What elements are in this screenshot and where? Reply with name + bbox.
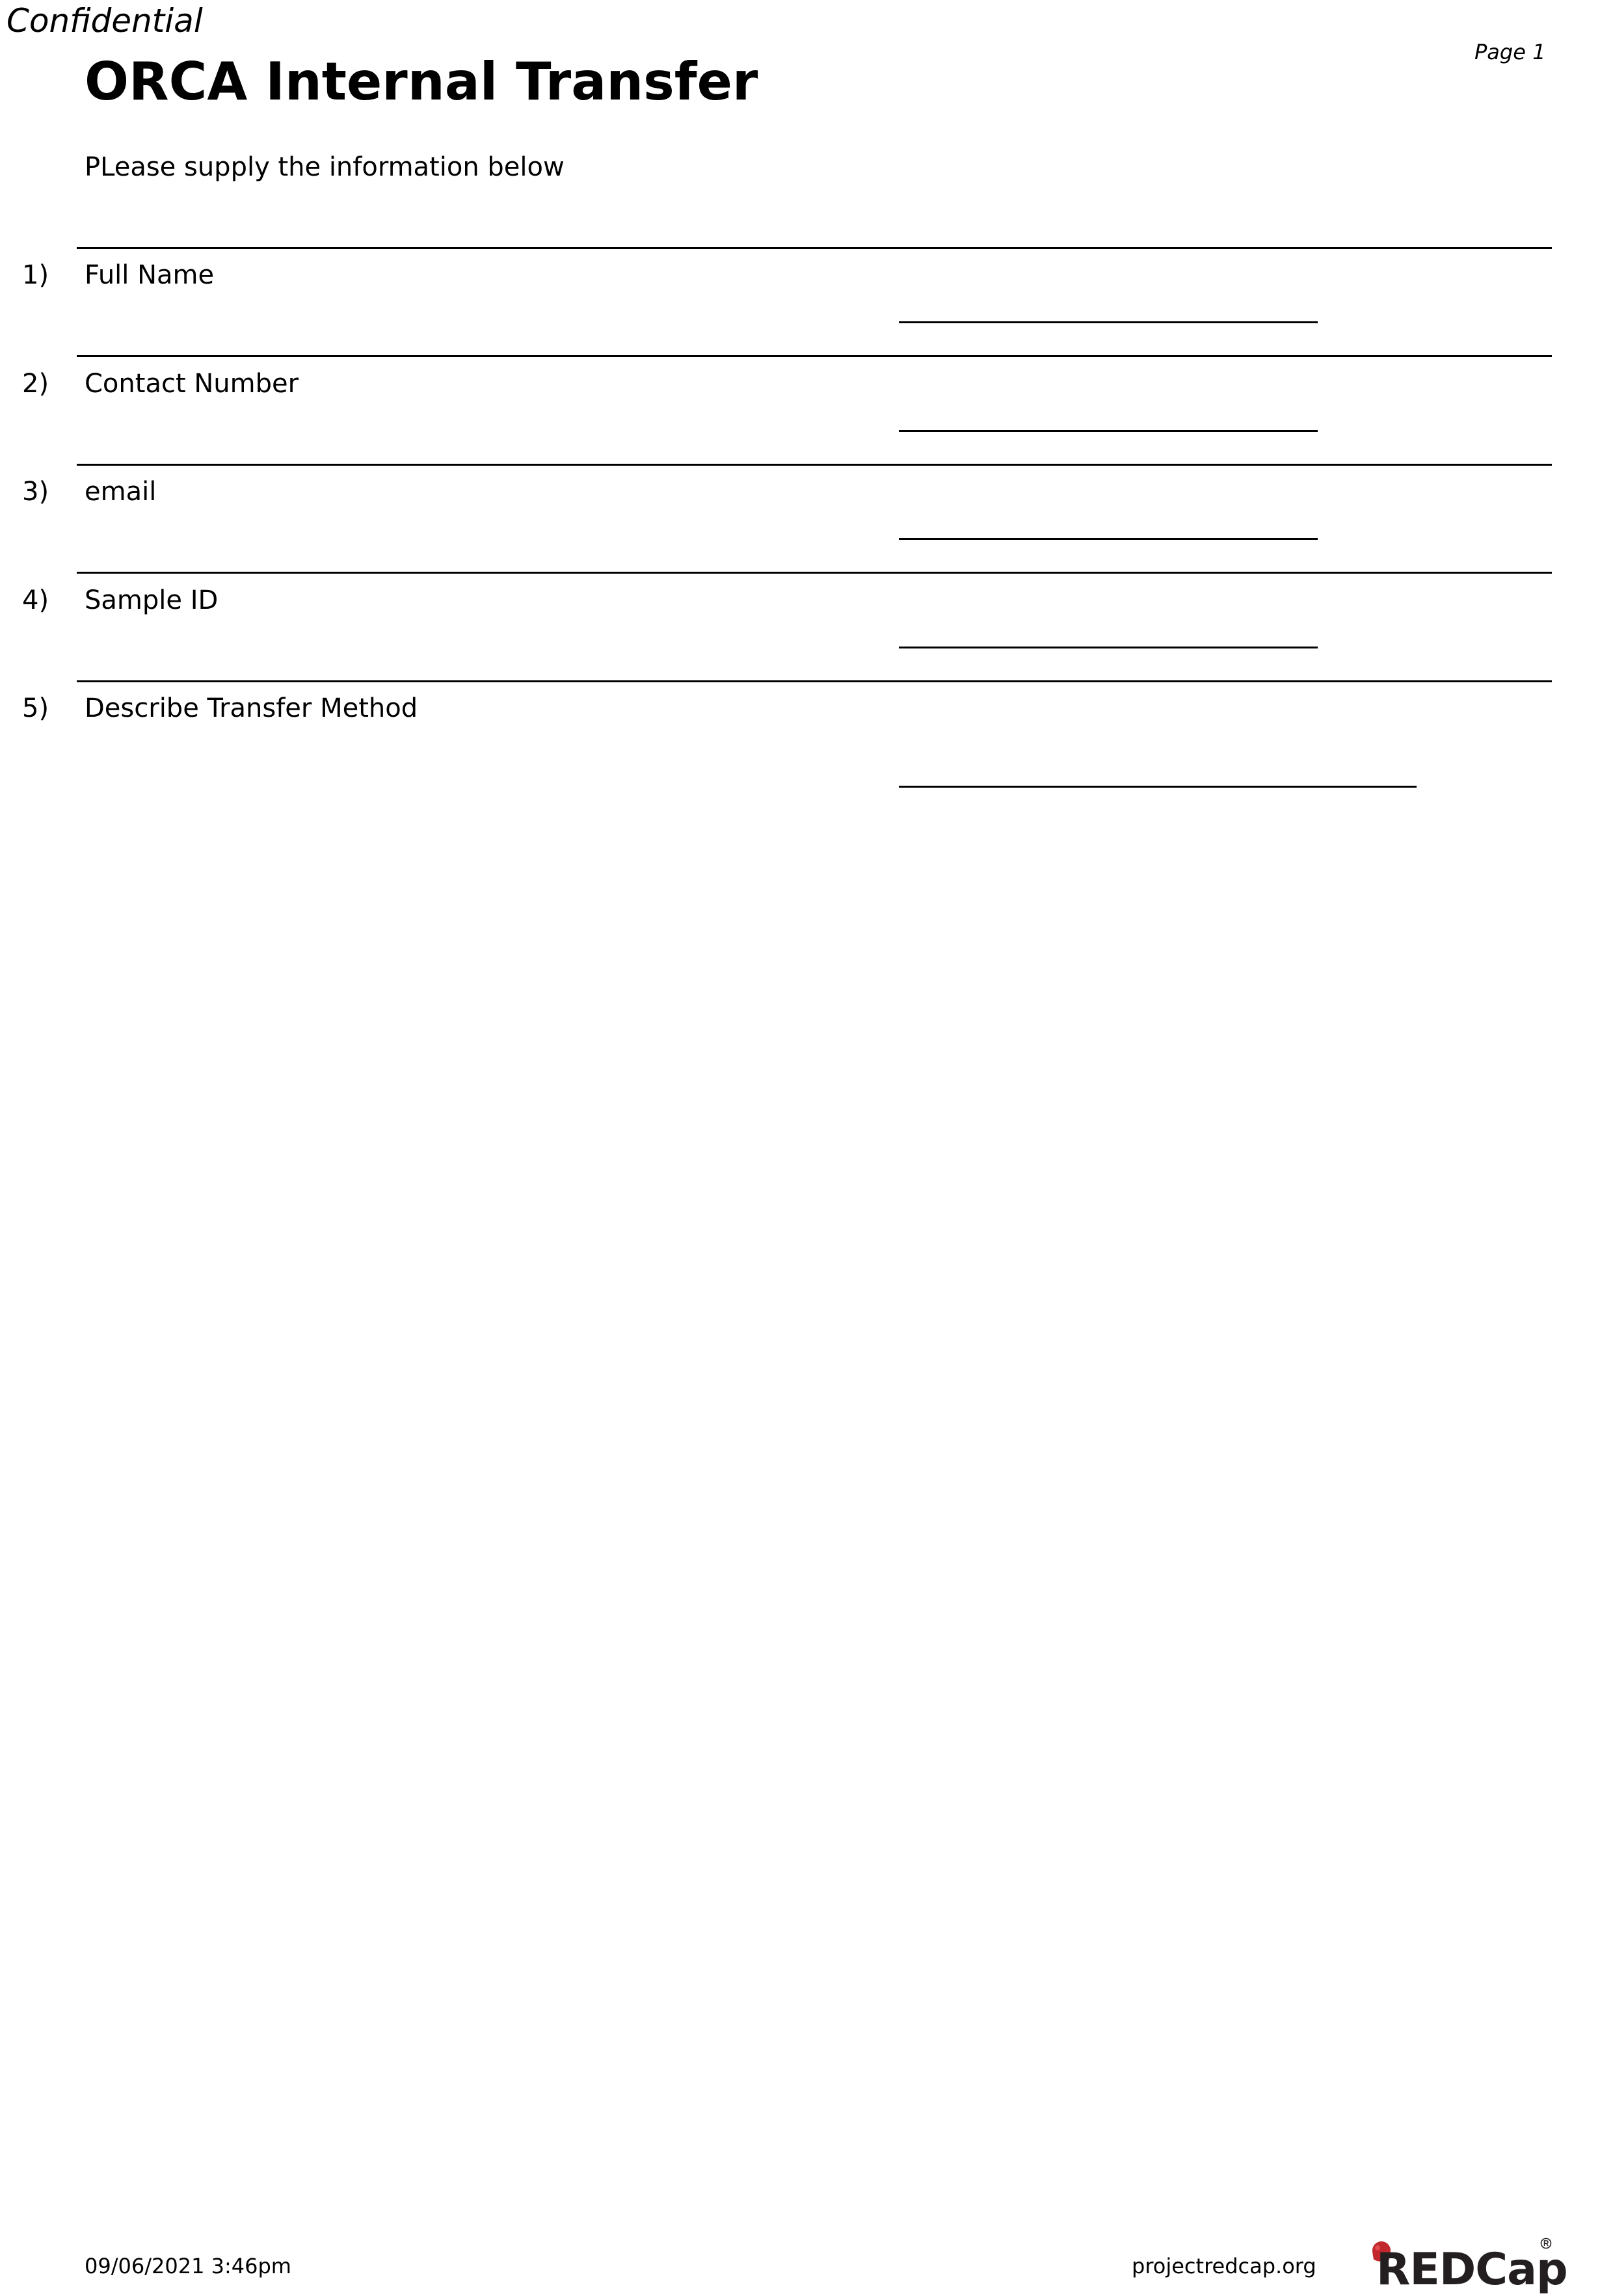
question-divider: [77, 464, 1552, 466]
redcap-logo-text: REDCap: [1376, 2244, 1567, 2295]
question-divider: [77, 572, 1552, 574]
question-label-email: email: [85, 477, 157, 507]
question-label-contact-number: Contact Number: [85, 369, 299, 399]
question-number: 1): [22, 260, 49, 290]
registered-trademark-icon: [1540, 2237, 1552, 2249]
question-number: 3): [22, 477, 49, 507]
contact-number-answer-line[interactable]: [899, 430, 1318, 432]
question-number: 4): [22, 585, 49, 615]
page-number: Page 1: [1474, 40, 1546, 64]
question-divider: [77, 247, 1552, 249]
sample-id-answer-line[interactable]: [899, 647, 1318, 648]
question-number: 2): [22, 369, 49, 399]
question-label-full-name: Full Name: [85, 260, 215, 290]
question-label-sample-id: Sample ID: [85, 585, 219, 615]
confidential-label: Confidential: [7, 2, 203, 40]
form-title: ORCA Internal Transfer: [85, 51, 758, 112]
email-answer-line[interactable]: [899, 538, 1318, 540]
question-divider: [77, 355, 1552, 357]
question-label-transfer-method: Describe Transfer Method: [85, 693, 418, 723]
transfer-method-answer-line[interactable]: [899, 786, 1417, 788]
question-divider: [77, 680, 1552, 682]
form-instructions: PLease supply the information below: [85, 152, 565, 182]
footer-timestamp: 09/06/2021 3:46pm: [85, 2254, 291, 2278]
redcap-logo: [1363, 2237, 1567, 2296]
full-name-answer-line[interactable]: [899, 321, 1318, 323]
question-number: 5): [22, 693, 49, 723]
footer-website: projectredcap.org: [1132, 2254, 1316, 2278]
